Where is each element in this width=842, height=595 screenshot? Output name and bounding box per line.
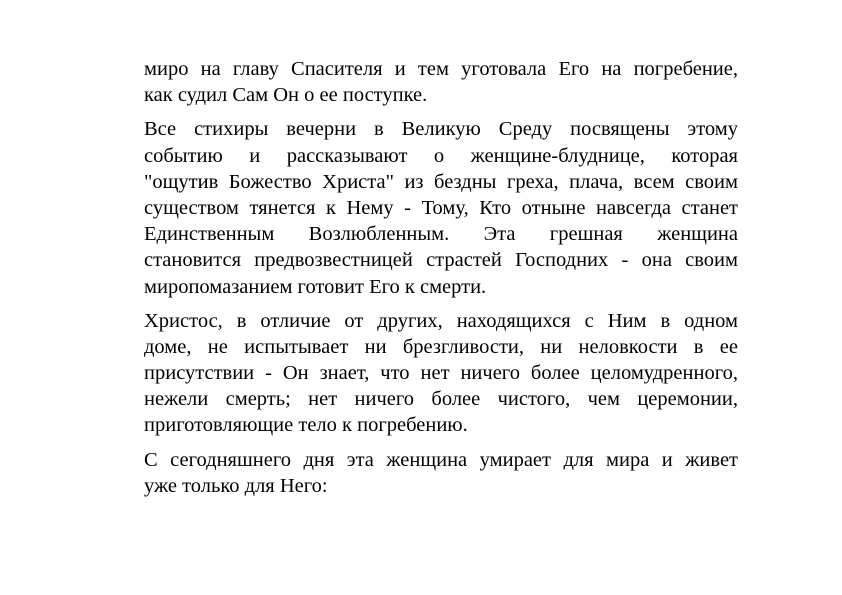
paragraph-line: Все стихиры вечерни в Великую Среду посвящены этому	[144, 118, 738, 141]
paragraph-line: существом тянется к Нему - Тому, Кто отныне навсегда станет	[144, 196, 738, 219]
paragraph-2	[144, 116, 738, 299]
paragraph-line: присутствии - Он знает, что нет ничего более целомудренного,	[144, 362, 738, 385]
paragraph-line: доме, не испытывает ни брезгливости, ни неловкости в ее	[144, 335, 738, 358]
paragraph-line: уже только для Него:	[144, 474, 328, 497]
paragraph-line: событию и рассказывают о женщине-блуднице, которая	[144, 144, 738, 167]
paragraph-spacing	[144, 108, 738, 116]
paragraph-line: С сегодняшнего дня эта женщина умирает для мира и живет	[144, 448, 738, 471]
paragraph-4	[144, 447, 738, 499]
paragraph-spacing	[144, 439, 738, 447]
paragraph-line: Христос, в отличие от других, находящихся с Ним в одном	[144, 309, 738, 332]
paragraph-1	[144, 56, 738, 108]
paragraph-line: приготовляющие тело к погребению.	[144, 414, 468, 437]
document-body	[144, 56, 738, 499]
paragraph-line: миро на главу Спасителя и тем уготовала Его на погребение,	[144, 58, 738, 80]
paragraph-spacing	[144, 300, 738, 308]
paragraph-line: нежели смерть; нет ничего более чистого, чем церемонии,	[144, 388, 738, 411]
paragraph-line: Единственным Возлюбленным. Эта грешная женщина	[144, 223, 738, 246]
paragraph-line: становится предвозвестницей страстей Господних - она своим	[144, 249, 738, 272]
paragraph-line: как судил Сам Он о ее поступке.	[144, 84, 428, 107]
paragraph-line: миропомазанием готовит Его к смерти.	[144, 275, 487, 298]
paragraph-3	[144, 308, 738, 439]
paragraph-line: "ощутив Божество Христа" из бездны греха, плача, всем своим	[144, 170, 738, 193]
